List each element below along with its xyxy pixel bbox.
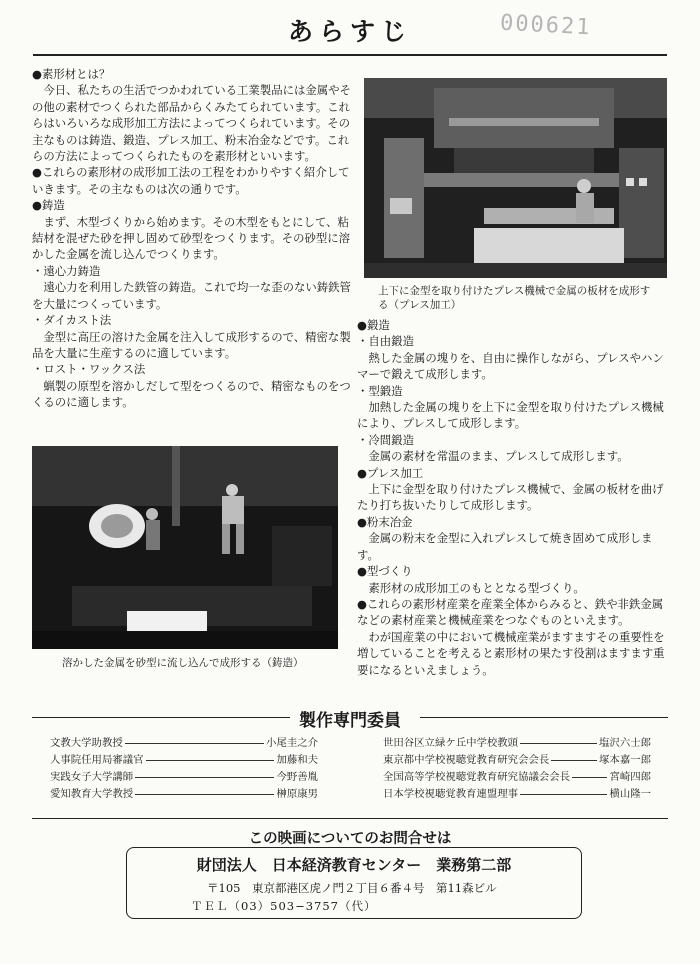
committee-member bbox=[50, 769, 318, 786]
member-name: 加藤和夫 bbox=[276, 754, 318, 766]
synopsis-paragraph: ・遠心力鋳造 bbox=[32, 263, 101, 278]
member-title: 人事院任用局審議官 bbox=[50, 754, 144, 766]
synopsis-paragraph: ●鋳造 bbox=[32, 198, 65, 213]
synopsis-left-column bbox=[32, 66, 352, 411]
synopsis-paragraph: 遠心力を利用した鉄管の鋳造。これで均一な歪のない鋳鉄管を大量につくっています。 bbox=[32, 280, 351, 311]
synopsis-paragraph: 蝋製の原型を溶かしだして型をつくるので、精密なものをつくるのに適します。 bbox=[32, 378, 351, 410]
committee-title: 製作専門委員 bbox=[299, 711, 401, 731]
committee-member bbox=[383, 786, 651, 803]
member-name: 横山隆一 bbox=[609, 788, 651, 800]
leader-dash bbox=[551, 760, 597, 761]
committee-rule-right bbox=[420, 717, 668, 718]
synopsis-paragraph: ●素形材とは？ bbox=[32, 67, 111, 81]
synopsis-paragraph: ●鍛造 bbox=[357, 318, 390, 332]
member-title: 実践女子大学講師 bbox=[50, 771, 134, 783]
page-title: あらすじ bbox=[287, 17, 412, 46]
member-name: 小尾圭之介 bbox=[266, 737, 318, 749]
leader-dash bbox=[146, 760, 275, 761]
casting-photo-caption: 溶かした金属を砂型に流し込んで成形する（鋳造） bbox=[62, 657, 304, 669]
synopsis-paragraph: ・ロスト・ワックス法 bbox=[32, 362, 146, 377]
contact-telephone: ＴＥＬ（03）503−3757（代） bbox=[191, 899, 377, 913]
synopsis-paragraph: 上下に金型を取り付けたプレス機械で、金属の板材を曲げたり打ち抜いたりして成形します。 bbox=[357, 482, 664, 513]
leader-dash bbox=[572, 777, 607, 778]
press-machine-photo bbox=[364, 78, 667, 278]
synopsis-paragraph: 熱した金属の塊りを、自由に操作しながら、プレスやハンマーで鍛えて成形します。 bbox=[357, 350, 664, 382]
synopsis-paragraph: ●型づくり bbox=[357, 564, 413, 579]
member-name: 榊原康男 bbox=[276, 788, 318, 800]
header-rule bbox=[33, 54, 667, 56]
committee-list-left bbox=[50, 735, 318, 803]
synopsis-paragraph: ・自由鍛造 bbox=[357, 334, 414, 349]
contact-organization: 財団法人 日本経済教育センター 業務第二部 bbox=[196, 856, 512, 874]
leader-dash bbox=[135, 777, 274, 778]
committee-member bbox=[50, 752, 318, 769]
committee-member bbox=[50, 786, 318, 803]
contact-rule bbox=[32, 818, 668, 819]
handwritten-stamp: 000621 bbox=[499, 10, 593, 41]
contact-box bbox=[126, 847, 582, 919]
contact-address: 〒105 東京都港区虎ノ門２丁目６番４号 第11森ビル bbox=[207, 881, 497, 895]
casting-photo bbox=[32, 446, 338, 649]
member-name: 今野善胤 bbox=[276, 771, 318, 783]
leader-dash bbox=[135, 794, 274, 795]
synopsis-paragraph: わが国産業の中において機械産業がますますその重要性を増していることを考えると素形材の果たす役割はますます重要になるといえましょう。 bbox=[357, 629, 665, 677]
committee-member bbox=[383, 769, 651, 786]
synopsis-paragraph: ●これらの素形材産業を産業全体からみると、鉄や非鉄金属などの素材産業と機械産業をつなぐものといえます。 bbox=[357, 596, 664, 628]
press-photo-caption: 上下に金型を取り付けたプレス機械で金属の板材を成形する（プレス加工） bbox=[378, 285, 651, 311]
committee-member bbox=[50, 735, 318, 752]
synopsis-paragraph: ・型鍛造 bbox=[357, 383, 403, 398]
synopsis-paragraph: 素形材の成形加工のもととなる型づくり。 bbox=[368, 580, 585, 595]
leader-dash bbox=[520, 794, 607, 795]
committee-member bbox=[383, 752, 651, 769]
synopsis-paragraph: 加熱した金属の塊りを上下に金型を取り付けたプレス機械により、プレスして成形します。 bbox=[357, 400, 664, 431]
synopsis-paragraph: ●プレス加工 bbox=[357, 465, 424, 480]
synopsis-paragraph: 金属の素材を常温のまま、プレスして成形します。 bbox=[368, 449, 629, 464]
synopsis-paragraph: ・冷間鍛造 bbox=[357, 432, 414, 447]
synopsis-paragraph: ●これらの素形材の成形加工法の工程をわかりやすく紹介していきます。その主なものは次の通りです。 bbox=[32, 165, 350, 196]
leader-dash bbox=[125, 743, 264, 744]
contact-title: この映画についてのお問合せは bbox=[248, 831, 452, 847]
synopsis-paragraph: 金型に高圧の溶けた金属を注入して成形するので、精密な製品を大量に生産するのに適しています。 bbox=[32, 329, 351, 360]
synopsis-right-column bbox=[357, 317, 668, 678]
committee-list-right bbox=[383, 735, 651, 803]
member-title: 愛知教育大学教授 bbox=[50, 788, 134, 800]
synopsis-paragraph: ●粉末冶金 bbox=[357, 514, 413, 529]
synopsis-paragraph: 金属の粉末を金型に入れプレスして焼き固めて成形します。 bbox=[357, 531, 653, 562]
leader-dash bbox=[520, 743, 597, 744]
member-title: 日本学校視聴覚教育連盟理事 bbox=[383, 788, 519, 800]
synopsis-paragraph: ・ダイカスト法 bbox=[32, 313, 112, 328]
member-title: 東京都中学校視聴覚教育研究会会長 bbox=[383, 754, 550, 766]
member-title: 全国高等学校視聴覚教育研究協議会会長 bbox=[383, 771, 571, 783]
member-name: 宮崎四郎 bbox=[609, 771, 651, 783]
member-title: 文教大学助教授 bbox=[50, 737, 123, 749]
member-name: 塩沢六士郎 bbox=[599, 737, 651, 749]
synopsis-paragraph: 今日、私たちの生活でつかわれている工業製品には金属やその他の素材でつくられた部品からくみたてられています。これらはいろいろな成形加工方法によってつくられています。その主なものは鋳造、鍛造、プレス加工、粉末冶金などです。これらの方法によってつくられたものを素形材といいます。 bbox=[32, 83, 351, 164]
member-name: 塚本嘉一郎 bbox=[599, 754, 651, 766]
committee-member bbox=[383, 735, 651, 752]
member-title: 世田谷区立緑ケ丘中学校教頭 bbox=[383, 737, 519, 749]
synopsis-paragraph: まず、木型づくりから始めます。その木型をもとにして、粘結材を混ぜた砂を押し固めて砂型をつくります。その砂型に溶かした金属を流し込んでつくります。 bbox=[32, 214, 351, 262]
